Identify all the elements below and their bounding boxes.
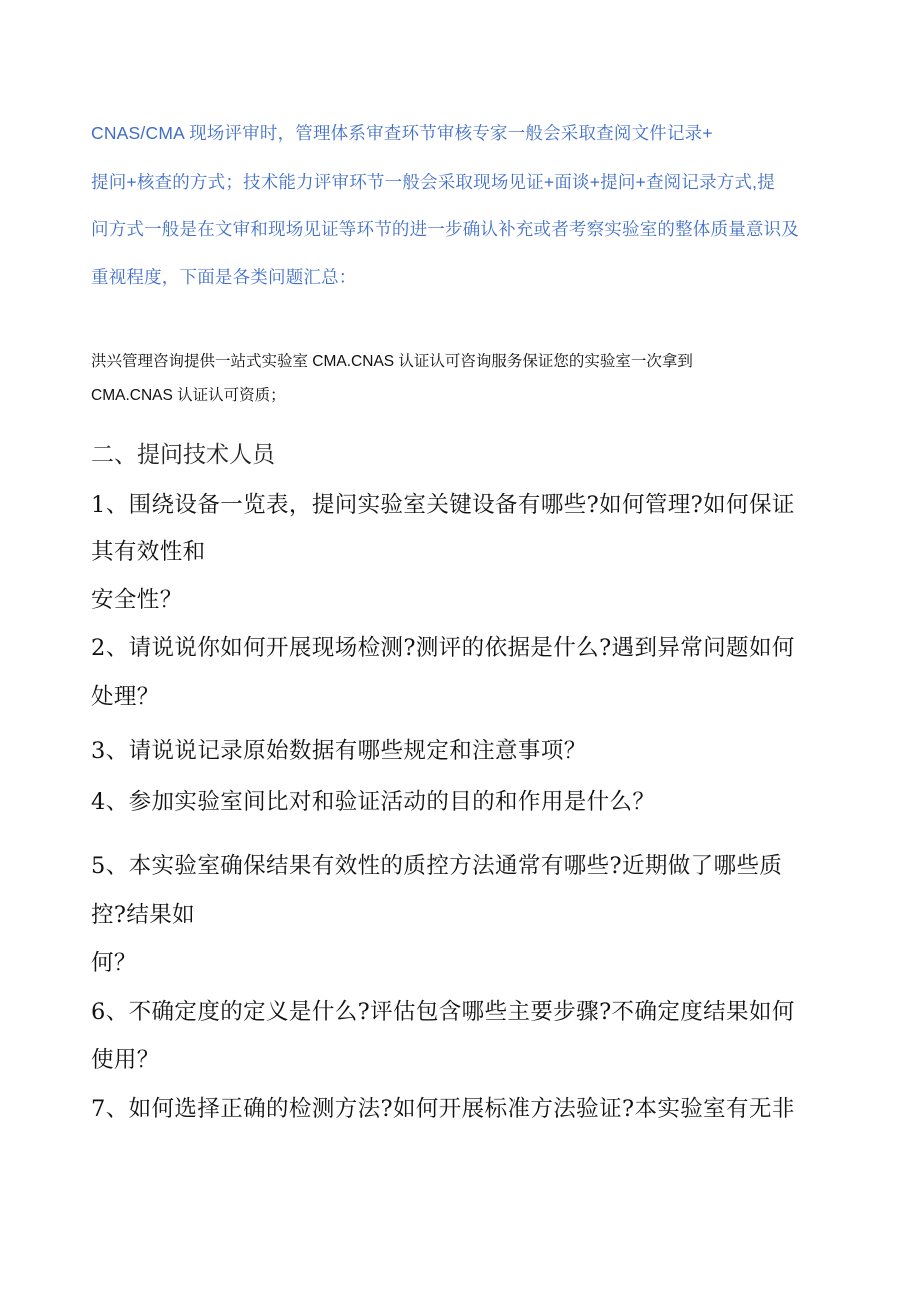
promo-line: CMA.CNAS 认证认可资质； (91, 387, 286, 404)
question-line: 使用？ (91, 1047, 160, 1073)
section-heading: 二、提问技术人员 (91, 442, 275, 468)
question-line: 6、不确定度的定义是什么?评估包含哪些主要步骤?不确定度结果如何 (91, 999, 795, 1025)
question-line: 处理？ (91, 684, 160, 710)
question-line: 1、围绕设备一览表，提问实验室关键设备有哪些?如何管理?如何保证 (91, 492, 795, 518)
question-line: 5、本实验室确保结果有效性的质控方法通常有哪些?近期做了哪些质 (91, 853, 783, 879)
question-line: 2、请说说你如何开展现场检测?测评的依据是什么?遇到异常问题如何 (91, 635, 795, 661)
intro-line: 提问+核查的方式；技术能力评审环节一般会采取现场见证+面谈+提问+查阅记录方式,提 (91, 172, 775, 192)
question-line: 何？ (91, 950, 137, 976)
question-line: 7、如何选择正确的检测方法?如何开展标准方法验证?本实验室有无非 (91, 1096, 795, 1122)
question-line: 3、请说说记录原始数据有哪些规定和注意事项？ (91, 738, 587, 764)
question-line: 安全性？ (91, 587, 183, 613)
intro-line: CNAS/CMA 现场评审时，管理体系审查环节审核专家一般会采取查阅文件记录+ (91, 123, 713, 143)
intro-line: 问方式一般是在文审和现场见证等环节的进一步确认补充或者考察实验室的整体质量意识及 (91, 219, 799, 239)
intro-line: 重视程度，下面是各类问题汇总： (91, 267, 357, 287)
promo-line: 洪兴管理咨询提供一站式实验室 CMA.CNAS 认证认可咨询服务保证您的实验室一次拿到 (91, 353, 693, 370)
question-line: 4、参加实验室间比对和验证活动的目的和作用是什么？ (91, 789, 656, 815)
question-line: 控?结果如 (91, 902, 196, 928)
question-line: 其有效性和 (91, 539, 206, 565)
